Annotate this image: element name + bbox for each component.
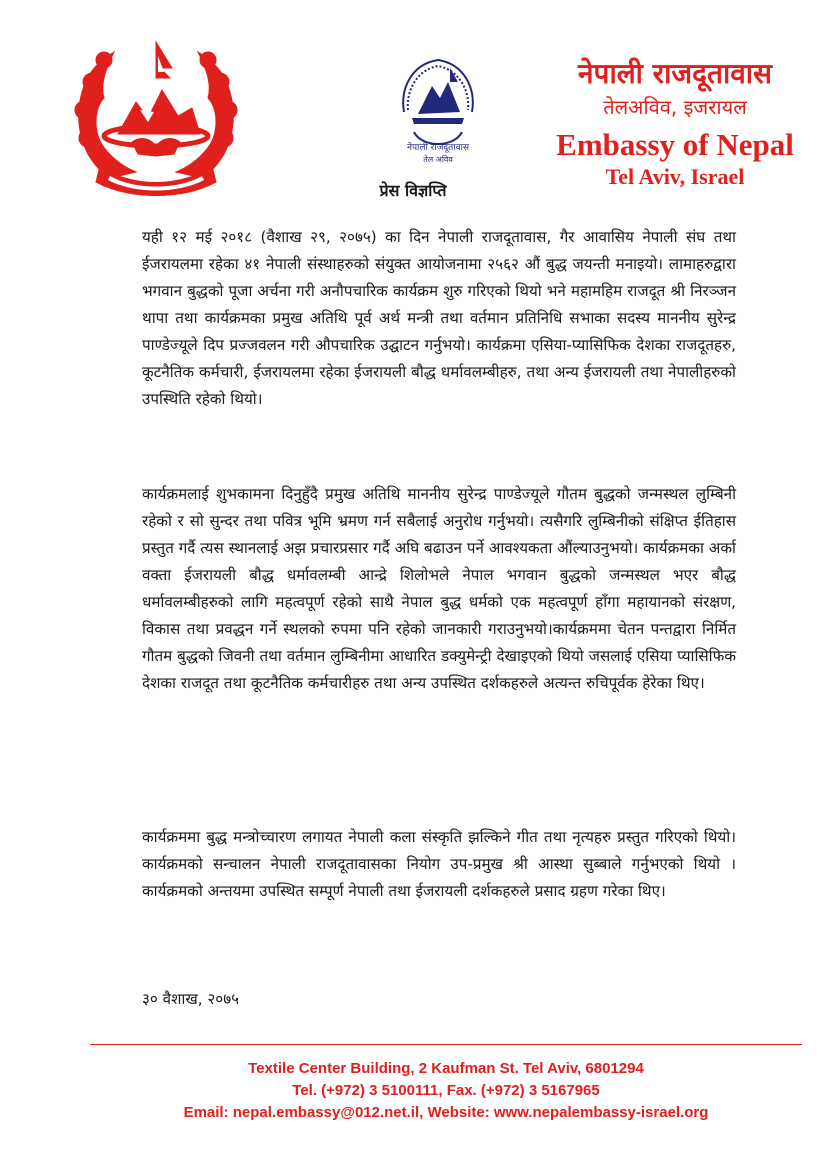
footer-phone: Tel. (+972) 3 5100111, Fax. (+972) 3 5167965 <box>292 1082 600 1099</box>
seal-city-text: तेल अविव <box>423 155 453 164</box>
document-date: ३० वैशाख, २०७५ <box>142 990 239 1008</box>
paragraph-2: कार्यक्रमलाई शुभकामना दिनुहुँदै प्रमुख अतिथि माननीय सुरेन्द्र पाण्डेज्यूले गौतम बुद्धको जन्मस्थल लुम्बिनी रहेको र सो सुन्दर तथा पवित्र भूमि भ्रमण गर्न सबैलाई अनुरोध गर्नुभयो। त्यसैगरि लुम्बिनीको संक्षिप्त ईतिहास प्रस्तुत गर्दै त्यस स्थानलाई अझ प्रचारप्रसार गर्दै अघि बढाउन पर्ने आवश्यकता औंल्याउनुभयो। कार्यक्रमका अर्का वक्ता ईजरायली बौद्ध धर्मावलम्बी आन्द्रे शिलोभले नेपाल भगवान बुद्धको जन्मस्थल भएर बौद्ध धर्मावलम्बीहरुको लागि महत्वपूर्ण रहेको साथै नेपाल बुद्ध धर्मको एक महत्वपूर्ण हाँगा महायानको संरक्षण, विकास तथा प्रवद्धन गर्ने स्थलको रुपमा पनि रहेको जानकारी गराउनुभयो।कार्यक्रममा चेतन पन्तद्वारा निर्मित गौतम बुद्धको जिवनी तथा वर्तमान लुम्बिनीमा आधारित डक्युमेन्ट्री देखाइएको थियो जसलाई एसिया प्यासिफिक देशका राजदूत तथा कूटनैतिक कर्मचारीहरु तथा अन्य उपस्थित दर्शकहरुले अत्यन्त रुचिपूर्वक हेरेका थिए। <box>142 485 736 692</box>
embassy-name-nepali: नेपाली राजदूतावास <box>578 57 772 90</box>
embassy-city-english: Tel Aviv, Israel <box>605 164 745 189</box>
document-title: प्रेस विज्ञप्ति <box>379 181 447 200</box>
footer-address: Textile Center Building, 2 Kaufman St. Tel Aviv, 6801294 <box>248 1060 644 1077</box>
footer <box>90 1058 802 1124</box>
nepal-coat-of-arms-icon <box>70 38 242 198</box>
paragraph-3: कार्यक्रममा बुद्ध मन्त्रोच्चारण लगायत नेपाली कला संस्कृति झल्किने गीत तथा नृत्यहरु प्रस्तुत गरिएको थियो। कार्यक्रमको सन्चालन नेपाली राजदूतावासका नियोग उप-प्रमुख श्री आस्था सुब्बाले गर्नुभएको थियो । कार्यक्रमको अन्तयमा उपस्थित सम्पूर्ण नेपाली तथा ईजरायली दर्शकहरुले प्रसाद ग्रहण गरेका थिए। <box>142 828 736 900</box>
embassy-name-english: Embassy of Nepal <box>556 127 794 162</box>
embassy-city-nepali: तेलअविव, इजरायल <box>603 95 747 119</box>
embassy-seal-icon <box>392 52 484 164</box>
footer-contact: Email: nepal.embassy@012.net.il, Website: www.nepalembassy-israel.org <box>183 1104 709 1121</box>
seal-name-text: नेपाली राजदूतावास <box>406 143 470 153</box>
paragraph-1: यही १२ मई २०१८ (वैशाख २९, २०७५) का दिन नेपाली राजदूतावास, गैर आवासिय नेपाली संघ तथा ईजरायलमा रहेका ४१ नेपाली संस्थाहरुको संयुक्त आयोजनामा २५६२ औं बुद्ध जयन्ती मनाइयो। लामाहरुद्वारा भगवान बुद्धको पूजा अर्चना गरी अनौपचारिक कार्यक्रम शुरु गरिएको थियो भने महामहिम राजदूत श्री निरञ्जन थापा तथा कार्यक्रमका प्रमुख अतिथि पूर्व अर्थ मन्त्री तथा वर्तमान प्रतिनिधि सभाका सदस्य माननीय सुरेन्द्र पाण्डेज्यूले दिप प्रज्जवलन गरी औपचारिक उद्घाटन गर्नुभयो। कार्यक्रमा एसिया-प्यासिफिक देशका राजदूतहरु, कूटनैतिक कर्मचारी, ईजरायलमा रहेका ईजरायली बौद्ध धर्मावलम्बीहरु, तथा अन्य ईजरायली तथा नेपालीहरुको उपस्थिति रहेको थियो। <box>142 228 736 408</box>
footer-divider <box>90 1044 802 1045</box>
letterhead <box>540 56 810 190</box>
